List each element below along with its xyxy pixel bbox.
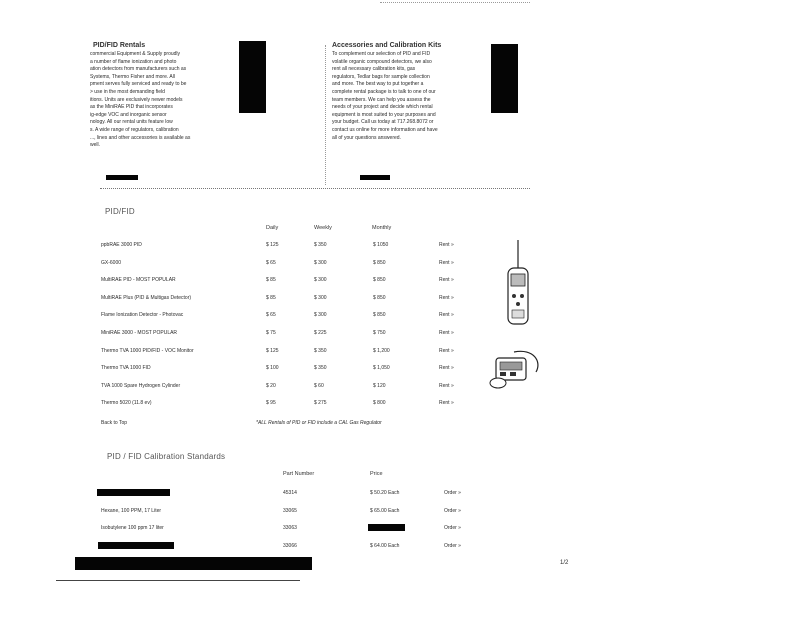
back-to-top-link[interactable]: Back to Top xyxy=(101,420,128,426)
daily-price: $ 20 xyxy=(266,382,276,389)
product-name: Flame Ionization Detector - Photovac xyxy=(101,312,184,319)
accessories-line: volatile organic compound detectors, we also xyxy=(332,58,432,65)
order-link[interactable]: Order » xyxy=(444,490,461,496)
weekly-price: $ 300 xyxy=(314,312,327,319)
accessories-line: team members. We can help you assess the xyxy=(332,96,431,103)
weekly-price: $ 350 xyxy=(314,365,327,372)
order-link[interactable]: Order » xyxy=(444,525,461,532)
rent-link[interactable]: Rent » xyxy=(439,382,454,389)
part-number: 33066 xyxy=(283,542,297,549)
rentals-line: > use in the most demanding field xyxy=(90,88,165,95)
daily-price: $ 85 xyxy=(266,277,276,284)
accessories-description xyxy=(332,51,474,142)
order-link[interactable]: Order » xyxy=(444,542,461,549)
product-name: MiniRAE 3000 - MOST POPULAR xyxy=(101,330,178,336)
rentals-line: well. xyxy=(90,142,101,149)
product-name: TVA 1000 Spare Hydrogen Cylinder xyxy=(101,382,181,389)
monthly-price: $ 750 xyxy=(373,330,386,336)
accessories-line: needs of your project and decide which rental xyxy=(332,104,433,111)
monthly-price: $ 1,200 xyxy=(373,347,390,354)
order-link[interactable]: Order » xyxy=(444,507,461,514)
accessories-title: Accessories and Calibration Kits xyxy=(332,42,442,49)
monthly-header: Monthly xyxy=(372,225,392,231)
rent-link[interactable]: Rent » xyxy=(439,365,454,372)
product-name: Thermo 5020 (11.8 ev) xyxy=(101,400,152,407)
section-divider xyxy=(100,188,530,189)
part-number-header: Part Number xyxy=(283,471,315,477)
redacted-button-left xyxy=(106,175,138,180)
pricing-section-title: PID/FID xyxy=(105,207,135,216)
product-name: MultiRAE PID - MOST POPULAR xyxy=(101,277,176,284)
footer-rule xyxy=(56,580,300,581)
monthly-price: $ 850 xyxy=(373,277,386,284)
standard-name: Isobutylene 100 ppm 17 liter xyxy=(101,525,164,532)
weekly-price: $ 275 xyxy=(314,400,327,407)
product-name: ppbRAE 3000 PID xyxy=(101,242,142,248)
accessories-line: and more. The best way to put together a xyxy=(332,81,424,88)
rent-link[interactable]: Rent » xyxy=(439,400,454,407)
daily-price: $ 65 xyxy=(266,259,276,266)
pricing-footnote: *ALL Rentals of PID or FID include a CAL Gas Regulator xyxy=(256,420,382,426)
rent-link[interactable]: Rent » xyxy=(439,312,454,319)
rentals-line: nology. All our rental units feature low xyxy=(90,119,173,126)
standard-price: $ 65.00 Each xyxy=(370,507,400,514)
part-number: 33063 xyxy=(283,525,297,532)
rentals-line: ..., lines and other accessories is available as xyxy=(90,134,191,141)
standard-name: Hexane, 100 PPM, 17 Liter xyxy=(101,507,162,514)
accessories-line: your budget. Call us today at 717.268.8072 or xyxy=(332,119,434,126)
weekly-price: $ 300 xyxy=(314,277,327,284)
weekly-price: $ 350 xyxy=(314,242,327,248)
monthly-price: $ 1050 xyxy=(373,242,389,248)
product-name: Thermo TVA 1000 PID/FID - VOC Monitor xyxy=(101,347,194,354)
weekly-price: $ 300 xyxy=(314,294,327,301)
multirae-device-image xyxy=(498,238,538,328)
weekly-price: $ 350 xyxy=(314,347,327,354)
product-name: Thermo TVA 1000 FID xyxy=(101,365,151,372)
daily-price: $ 125 xyxy=(266,242,279,248)
daily-price: $ 75 xyxy=(266,330,276,336)
rentals-line: pment serves fully serviced and ready to be xyxy=(90,81,187,88)
rentals-line: ig-edge VOC and inorganic sensor xyxy=(90,111,167,118)
redacted-button-right xyxy=(360,175,390,180)
redacted-price-3 xyxy=(368,524,405,531)
rent-link[interactable]: Rent » xyxy=(439,330,454,336)
rentals-line: a number of flame ionization and photo xyxy=(90,58,177,65)
weekly-price: $ 225 xyxy=(314,330,327,336)
rentals-line: commercial Equipment & Supply proudly xyxy=(90,51,181,57)
standard-price: $ 64.00 Each xyxy=(370,542,400,549)
redacted-footer-bar xyxy=(75,557,312,570)
daily-price: $ 125 xyxy=(266,347,279,354)
monthly-price: $ 800 xyxy=(373,400,386,407)
accessories-line: To complement our selection of PID and FID xyxy=(332,51,431,57)
rent-link[interactable]: Rent » xyxy=(439,259,454,266)
rentals-line: Systems, Thermo Fisher and more. All xyxy=(90,73,175,80)
part-number: 45314 xyxy=(283,490,297,496)
rent-link[interactable]: Rent » xyxy=(439,242,454,248)
redacted-image-right xyxy=(491,44,518,113)
accessories-line: complete rental package is to talk to one of our xyxy=(332,88,436,95)
rentals-line: itions. Units are exclusively newer models xyxy=(90,96,183,103)
monthly-price: $ 850 xyxy=(373,294,386,301)
daily-price: $ 100 xyxy=(266,365,279,372)
weekly-header: Weekly xyxy=(314,225,332,231)
monthly-price: $ 120 xyxy=(373,382,386,389)
rentals-line: s. A wide range of regulators, calibration xyxy=(90,126,179,133)
accessories-line: all of your questions answered. xyxy=(332,134,401,141)
product-name: GX-6000 xyxy=(101,259,122,266)
redacted-product-1 xyxy=(97,489,170,496)
rentals-title: PID/FID Rentals xyxy=(93,42,146,49)
redacted-product-4 xyxy=(98,542,174,549)
daily-header: Daily xyxy=(266,225,279,231)
top-scan-mark xyxy=(380,2,530,3)
tva1000-device-image xyxy=(484,348,544,390)
monthly-price: $ 850 xyxy=(373,312,386,319)
weekly-price: $ 300 xyxy=(314,259,327,266)
price-header: Price xyxy=(370,471,383,477)
weekly-price: $ 60 xyxy=(314,382,324,389)
rentals-description xyxy=(90,51,230,150)
accessories-line: rent all necessary calibration kits, gas xyxy=(332,66,416,73)
accessories-line: regulators, Tedlar bags for sample collection xyxy=(332,73,430,80)
part-number: 33065 xyxy=(283,507,297,514)
column-divider xyxy=(325,45,326,185)
product-name: MultiRAE Plus (PID & Multigas Detector) xyxy=(101,294,192,301)
page-number: 1/2 xyxy=(560,560,569,566)
accessories-line: contact us online for more information and have xyxy=(332,126,438,133)
daily-price: $ 95 xyxy=(266,400,276,407)
monthly-price: $ 850 xyxy=(373,259,386,266)
rentals-line: as the MiniRAE PID that incorporates xyxy=(90,104,173,111)
accessories-line: equipment is most suited to your purposes and xyxy=(332,111,436,118)
rent-link[interactable]: Rent » xyxy=(439,294,454,301)
calibration-section-title: PID / FID Calibration Standards xyxy=(107,452,226,461)
daily-price: $ 85 xyxy=(266,294,276,301)
redacted-image-left xyxy=(239,41,266,113)
monthly-price: $ 1,050 xyxy=(373,365,390,372)
rentals-line: ation detectors from manufacturers such as xyxy=(90,66,187,73)
rent-link[interactable]: Rent » xyxy=(439,277,454,284)
standard-price: $ 50.20 Each xyxy=(370,490,400,496)
daily-price: $ 65 xyxy=(266,312,276,319)
rent-link[interactable]: Rent » xyxy=(439,347,454,354)
